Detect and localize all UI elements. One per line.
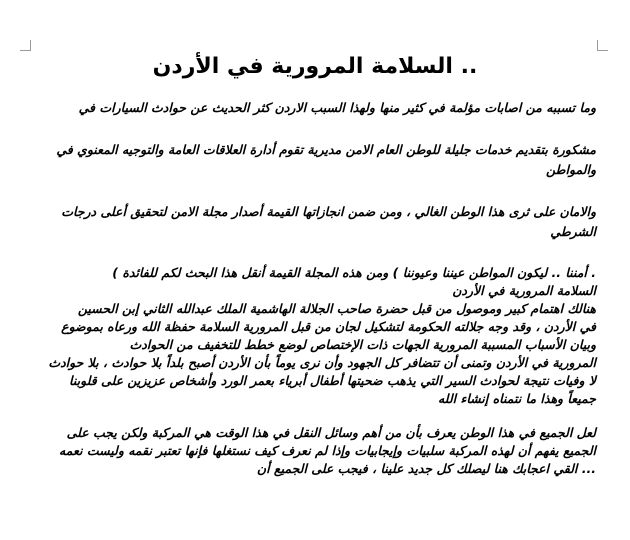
article-block xyxy=(34,264,596,408)
block-line-7: لا وفيات نتيجة لحوادث السير التي يذهب ضحيتها أطفال أبرياء بعمر الورد وأشخاص عزيزين على قلوبنا xyxy=(69,373,596,388)
block-line-1: . أمننا .. ليكون المواطن عيننا وعيوننا ) ومن هذه المجلة القيمة أنقل هذا البحث لكم للفائدة ) xyxy=(112,265,596,280)
page-corner-mark-left xyxy=(20,40,31,51)
paragraph-3: والامان على ثرى هذا الوطن الغالي ، ومن ضمن انجازاتها القيمة أصدار مجلة الامن لتحقيق أعلى درجات الشرطي xyxy=(61,204,596,239)
document-title: .. السلامة المرورية في الأردن xyxy=(152,54,478,79)
final-line-1: لعل الجميع في هذا الوطن يعرف بأن من أهم وسائل النقل في هذا الوقت هي المركبة ولكن يجب على xyxy=(66,425,596,440)
block-line-8: جميعاً وهذا ما نتمناه إنشاء الله xyxy=(437,391,596,406)
paragraph-1: وما تسببه من اصابات مؤلمة في كثير منها ولهذا السبب الاردن كثر الحديث عن حوادث السيارات في xyxy=(78,100,596,115)
final-block xyxy=(34,424,596,478)
block-line-4: في الأردن ، وقد وجه جلالته الحكومة لتشكيل لجان من قبل المرورية السلامة حفظة الله ورعاه بموضوع xyxy=(61,319,596,334)
block-line-5: وبيان الأسباب المسببة المرورية الجهات ذات الإختصاص لوضع خطط للتخفيف من الحوادث xyxy=(129,337,596,352)
paragraph-2: مشكورة بتقديم خدمات جليلة للوطن العام الامن مديرية تقوم أدارة العلاقات العامة والتوجيه المعنوي في والمواطن xyxy=(56,142,596,177)
document-page xyxy=(34,52,596,478)
block-line-2: السلامة المرورية في الأردن xyxy=(452,283,596,298)
block-line-6: المرورية في الأردن وتمنى أن تتضافر كل الجهود وأن نرى يوماً بأن الأردن أصبح بلداً بلا حوادث ، بلا حوادث xyxy=(48,355,596,370)
final-line-2: الجميع يفهم أن لهذه المركبة سلبيات وإيجابيات وإذا لم نعرف كيف نستغلها فإنها تعتبر نقمه وليست نعمه xyxy=(59,443,596,458)
block-line-3: هنالك اهتمام كبير وموصول من قبل حضرة صاحب الجلالة الهاشمية الملك عبدالله الثاني إبن الحسين xyxy=(77,301,596,316)
page-corner-mark-right xyxy=(597,40,608,51)
final-line-3: ... القي اعجابك هنا ليصلك كل جديد علينا ، فيجب على الجميع أن xyxy=(256,461,596,476)
